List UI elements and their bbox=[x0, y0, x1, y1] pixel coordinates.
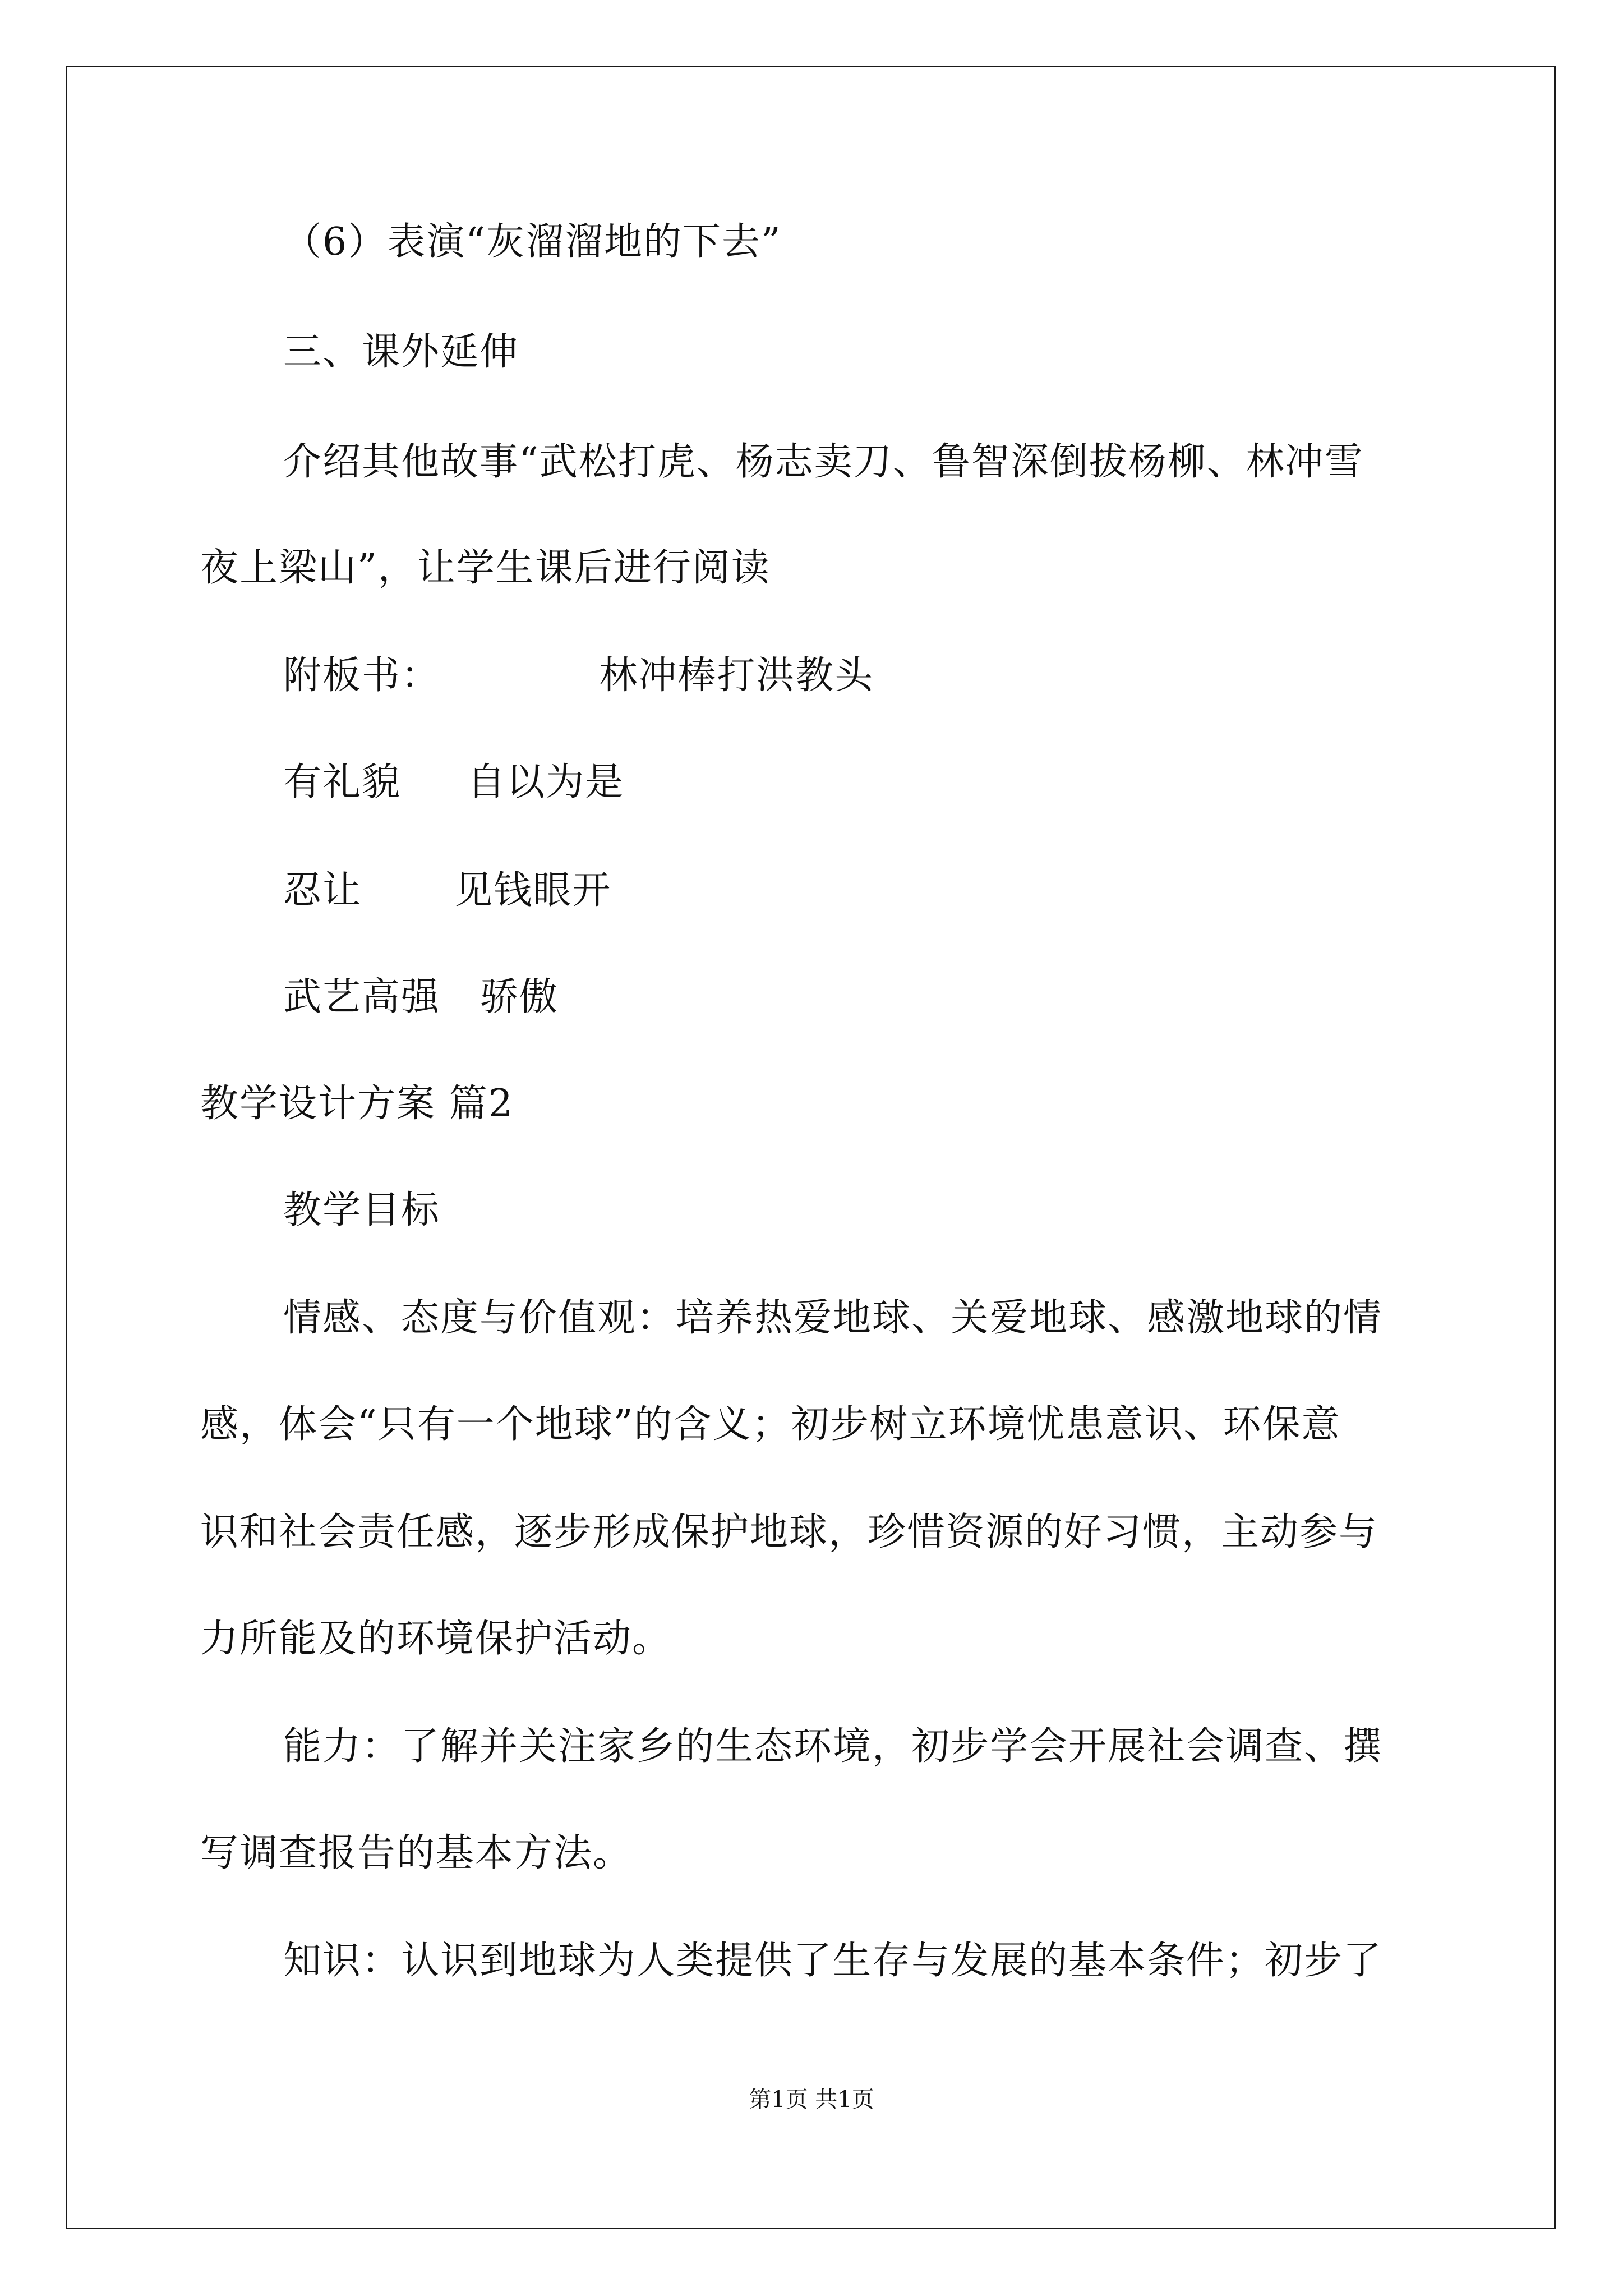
section-title: 教学设计方案 篇2 bbox=[200, 1082, 514, 1126]
blackboard-line: 武艺高强 骄傲 bbox=[283, 975, 559, 1019]
paragraph-line: 能力：了解并关注家乡的生态环境，初步学会开展社会调查、撰 bbox=[283, 1724, 1383, 1769]
page-frame bbox=[66, 66, 1556, 2229]
paragraph-line: 夜上梁山”，让学生课后进行阅读 bbox=[200, 546, 771, 590]
paragraph-line: 识和社会责任感，逐步形成保护地球，珍惜资源的好习惯，主动参与 bbox=[200, 1510, 1378, 1554]
paragraph-line: 知识：认识到地球为人类提供了生存与发展的基本条件；初步了 bbox=[283, 1939, 1383, 1983]
paragraph-line: 写调查报告的基本方法。 bbox=[200, 1831, 633, 1875]
paragraph-line: 情感、态度与价值观：培养热爱地球、关爱地球、感激地球的情 bbox=[283, 1296, 1383, 1340]
paragraph-line: 介绍其他故事“武松打虎、杨志卖刀、鲁智深倒拔杨柳、林冲雪 bbox=[283, 440, 1364, 484]
blackboard-title-line: 附板书： 林冲棒打洪教头 bbox=[283, 654, 874, 698]
blackboard-line: 忍让 见钱眼开 bbox=[283, 868, 612, 913]
blackboard-line: 有礼貌 自以为是 bbox=[283, 760, 625, 804]
section-heading: 三、课外延伸 bbox=[283, 330, 519, 374]
page-footer: 第1页 共1页 bbox=[749, 2087, 874, 2113]
paragraph-line: 力所能及的环境保护活动。 bbox=[200, 1617, 672, 1661]
section-heading: 教学目标 bbox=[283, 1188, 441, 1232]
paragraph-line: （6）表演“灰溜溜地的下去” bbox=[283, 220, 782, 264]
paragraph-line: 感，体会“只有一个地球”的含义；初步树立环境忧患意识、环保意 bbox=[200, 1402, 1341, 1447]
